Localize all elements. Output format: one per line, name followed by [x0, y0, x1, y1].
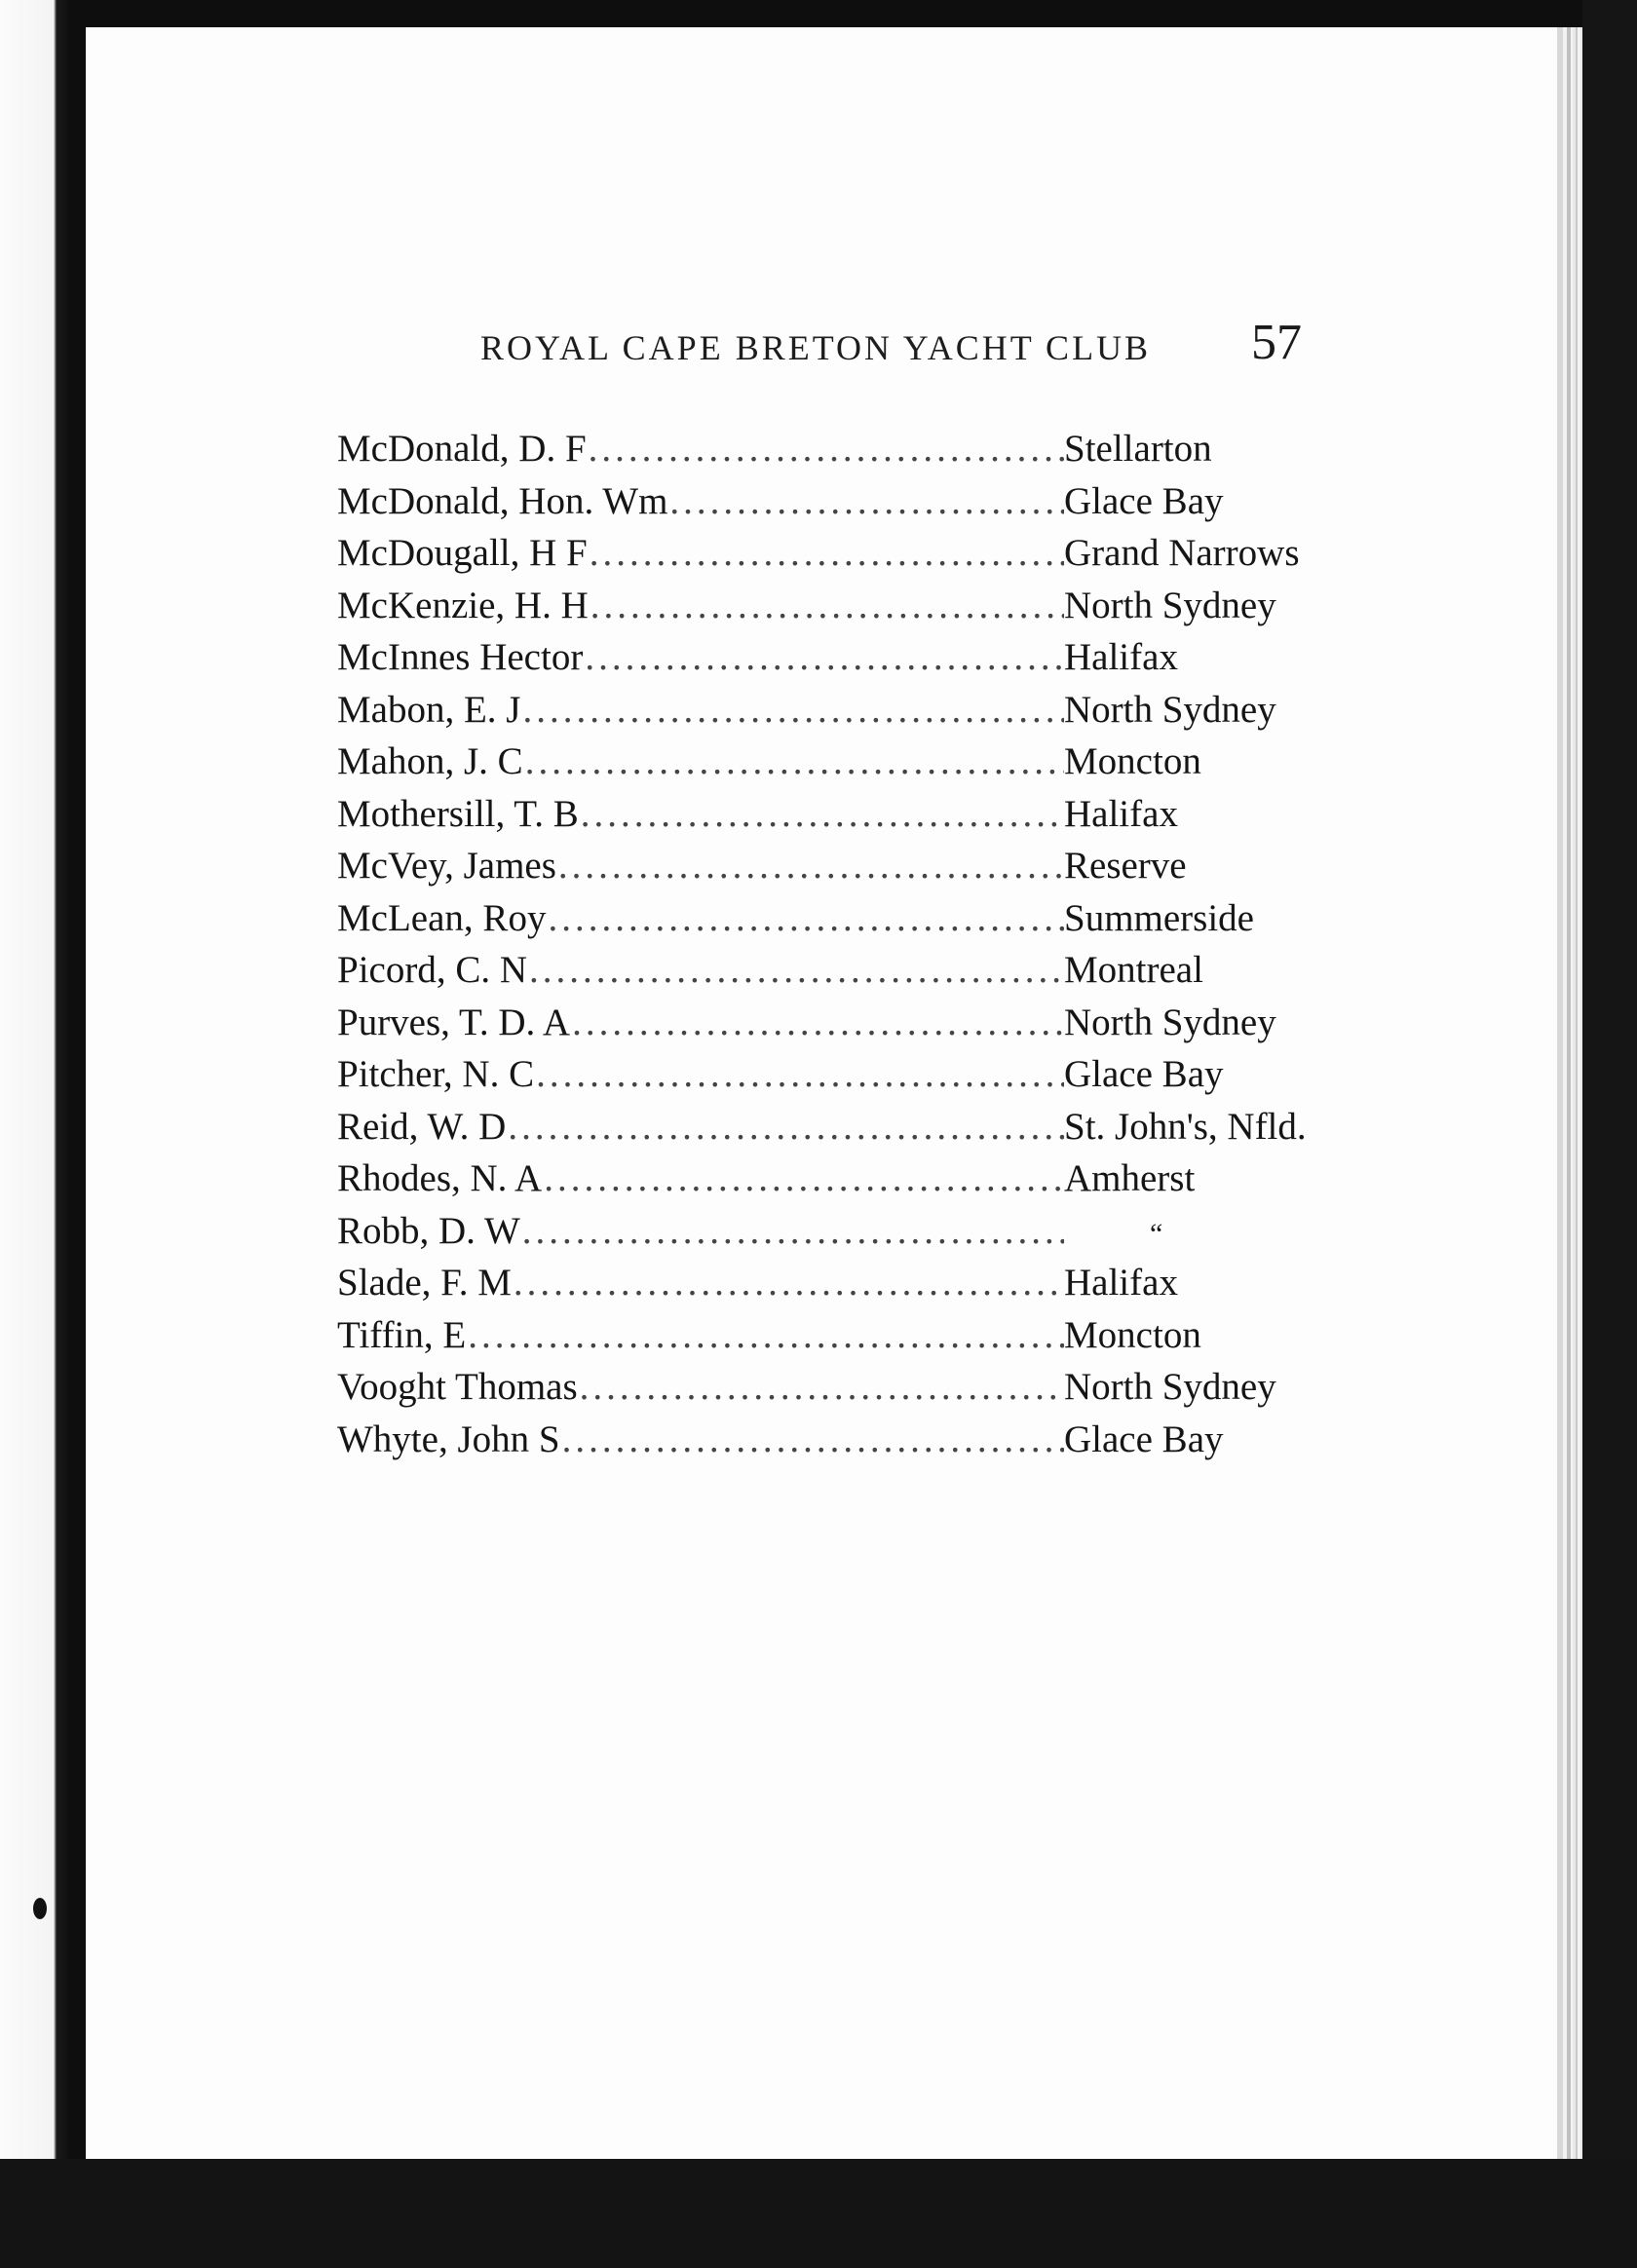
dot-leader	[523, 739, 1064, 783]
member-name: McDonald, Hon. Wm	[337, 479, 668, 522]
page-number: 57	[1251, 315, 1302, 370]
member-location: Stellarton	[1064, 428, 1212, 470]
dot-leader	[583, 635, 1064, 679]
member-location: Moncton	[1064, 740, 1201, 782]
member-name: Vooght Thomas	[337, 1366, 578, 1408]
member-location: Glace Bay	[1064, 479, 1224, 522]
member-location: North Sydney	[1064, 584, 1276, 626]
member-name: Reid, W. D	[337, 1105, 507, 1148]
dot-leader	[512, 1261, 1064, 1304]
right-cover	[1582, 0, 1637, 2268]
member-name: McInnes Hector	[337, 636, 584, 678]
member-name: Mabon, E. J	[337, 688, 521, 731]
member-location: Montreal	[1064, 949, 1203, 991]
dot-leader	[546, 896, 1064, 940]
member-row	[337, 1105, 1388, 1157]
member-row	[337, 844, 1388, 896]
member-name: Mothersill, T. B	[337, 792, 579, 835]
member-name: Rhodes, N. A	[337, 1157, 543, 1199]
member-name: Slade, F. M	[337, 1262, 512, 1304]
dot-leader	[534, 1052, 1064, 1096]
member-location: Halifax	[1064, 636, 1178, 678]
dot-leader	[521, 688, 1065, 732]
dot-leader	[466, 1313, 1064, 1357]
dot-leader	[556, 844, 1064, 888]
member-location: Moncton	[1064, 1313, 1201, 1356]
member-name: McDonald, D. F	[337, 428, 587, 470]
member-location: North Sydney	[1064, 688, 1276, 731]
member-row	[337, 948, 1388, 1001]
member-location: St. John's, Nfld.	[1064, 1105, 1307, 1148]
running-title: ROYAL CAPE BRETON YACHT CLUB	[480, 328, 1152, 367]
dot-leader	[560, 1418, 1064, 1461]
member-row	[337, 792, 1388, 845]
member-location: Halifax	[1064, 792, 1178, 835]
member-row	[337, 427, 1388, 479]
dot-leader	[578, 1365, 1064, 1409]
member-name: Whyte, John S	[337, 1418, 560, 1460]
member-row	[337, 1156, 1388, 1209]
member-name: Purves, T. D. A	[337, 1001, 571, 1043]
member-name: McKenzie, H. H	[337, 584, 589, 626]
member-row	[337, 1418, 1388, 1470]
binding-mark	[33, 1898, 47, 1919]
member-row	[337, 479, 1388, 532]
member-row	[337, 531, 1388, 584]
member-location: Halifax	[1064, 1262, 1178, 1304]
member-row	[337, 1313, 1388, 1366]
member-name: Robb, D. W	[337, 1209, 520, 1252]
dot-leader	[527, 948, 1064, 992]
dot-leader	[520, 1209, 1064, 1253]
member-name: McLean, Roy	[337, 896, 547, 939]
dot-leader	[667, 479, 1064, 523]
member-name: McDougall, H F	[337, 532, 588, 574]
member-list	[337, 427, 1388, 1469]
member-row	[337, 896, 1388, 949]
member-location: Grand Narrows	[1064, 532, 1300, 574]
dot-leader	[579, 792, 1064, 836]
dot-leader	[589, 584, 1064, 627]
member-location: North Sydney	[1064, 1001, 1276, 1043]
member-name: McVey, James	[337, 845, 556, 887]
member-row	[337, 688, 1388, 740]
dot-leader	[588, 531, 1064, 575]
member-name: Pitcher, N. C	[337, 1053, 535, 1095]
member-location: North Sydney	[1064, 1366, 1276, 1408]
dot-leader	[570, 1001, 1064, 1044]
dot-leader	[542, 1156, 1064, 1200]
book-page	[86, 27, 1557, 2159]
member-location: “	[1150, 1217, 1163, 1250]
member-row	[337, 1261, 1388, 1313]
member-name: Tiffin, E	[337, 1313, 467, 1356]
left-binding	[0, 0, 68, 2268]
member-location: Reserve	[1064, 845, 1187, 887]
member-row	[337, 1052, 1388, 1105]
member-name: Picord, C. N	[337, 949, 527, 991]
member-row	[337, 739, 1388, 792]
member-row	[337, 1001, 1388, 1053]
running-head	[86, 315, 1557, 386]
member-row	[337, 635, 1388, 688]
member-location: Amherst	[1064, 1157, 1196, 1199]
member-row	[337, 1365, 1388, 1418]
bottom-cover	[0, 2159, 1637, 2268]
member-location: Glace Bay	[1064, 1053, 1224, 1095]
member-location: Glace Bay	[1064, 1418, 1224, 1460]
dot-leader	[506, 1105, 1064, 1149]
member-name: Mahon, J. C	[337, 740, 523, 782]
dot-leader	[587, 427, 1064, 471]
member-row	[337, 584, 1388, 636]
member-row	[337, 1209, 1388, 1262]
member-location: Summerside	[1064, 896, 1254, 939]
page-edge-stack	[1557, 27, 1582, 2159]
